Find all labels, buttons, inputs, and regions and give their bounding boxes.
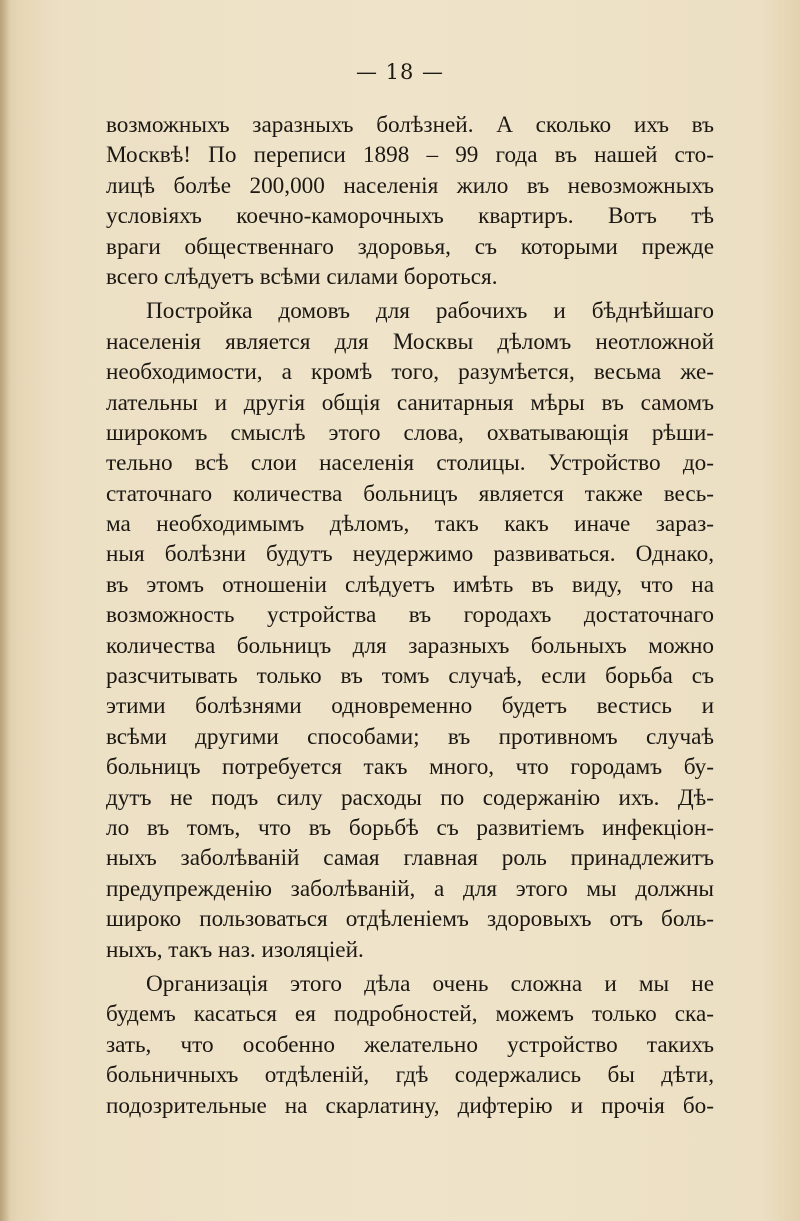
text-line: Организація этого дѣла очень сложна и мы не [146,970,714,997]
text-line: зать, что особенно желательно устройство такихъ [106,1031,714,1058]
text-line: статочнаго количества больницъ является также весь- [106,480,714,507]
text-line: больничныхъ отдѣленій, гдѣ содержались бы дѣти, [106,1062,714,1089]
paragraph [106,296,714,965]
paragraph [106,969,714,1121]
text-line: широкомъ смыслѣ этого слова, охватывающія рѣши- [106,419,714,446]
text-line: ма необходимымъ дѣломъ, такъ какъ иначе зараз- [106,511,714,538]
body-text [106,110,714,1121]
text-line: всѣми другими способами; въ противномъ случаѣ [106,723,714,750]
page-number: — 18 — [355,60,445,84]
page-binding-shadow [0,0,10,1221]
text-line: будемъ касаться ея подробностей, можемъ только ска- [106,1001,714,1028]
text-line: Москвѣ! По переписи 1898 – 99 года въ нашей сто- [106,142,714,169]
text-line: всего слѣдуетъ всѣми силами бороться. [106,263,498,290]
text-line: больницъ потребуется такъ много, что городамъ бу- [106,754,714,781]
text-line: тельно всѣ слои населенія столицы. Устройство до- [106,450,714,477]
text-line: лательны и другія общія санитарныя мѣры въ самомъ [106,389,714,416]
text-line: дутъ не подъ силу расходы по содержанію ихъ. Дѣ- [106,784,714,811]
text-line: ныхъ заболѣваній самая главная роль принадлежитъ [106,845,714,872]
text-line: этими болѣзнями одновременно будетъ вестись и [106,693,714,720]
text-line: Постройка домовъ для рабочихъ и бѣднѣйшаго [146,298,714,325]
text-line: необходимости, а кромѣ того, разумѣется, весьма же- [106,359,714,386]
text-line: въ этомъ отношеніи слѣдуетъ имѣть въ виду, что на [106,571,714,598]
text-line: ныя болѣзни будутъ неудержимо развиваться. Однако, [106,541,714,568]
text-line: предупрежденію заболѣваній, а для этого мы должны [106,875,714,902]
text-line: условіяхъ коечно-каморочныхъ квартиръ. Вотъ тѣ [106,203,714,230]
text-line: ныхъ, такъ наз. изоляціей. [106,936,364,963]
text-line: возможныхъ заразныхъ болѣзней. А сколько ихъ въ [106,112,714,138]
paragraph [106,110,714,292]
text-line: возможность устройства въ городахъ достаточнаго [106,602,714,629]
text-line: количества больницъ для заразныхъ больныхъ можно [106,632,714,659]
text-line: подозрительные на скарлатину, дифтерію и прочія бо- [106,1092,714,1119]
text-line: враги общественнаго здоровья, съ которыми прежде [106,233,714,260]
text-line: лицѣ болѣе 200,000 населенія жило въ невозможныхъ [106,172,714,199]
text-line: разсчитывать только въ томъ случаѣ, если борьба съ [106,663,714,690]
text-line: широко пользоваться отдѣленіемъ здоровыхъ отъ боль- [106,906,714,933]
text-line: населенія является для Москвы дѣломъ неотложной [106,328,714,355]
text-line: ло въ томъ, что въ борьбѣ съ развитіемъ инфекціон- [106,814,714,841]
